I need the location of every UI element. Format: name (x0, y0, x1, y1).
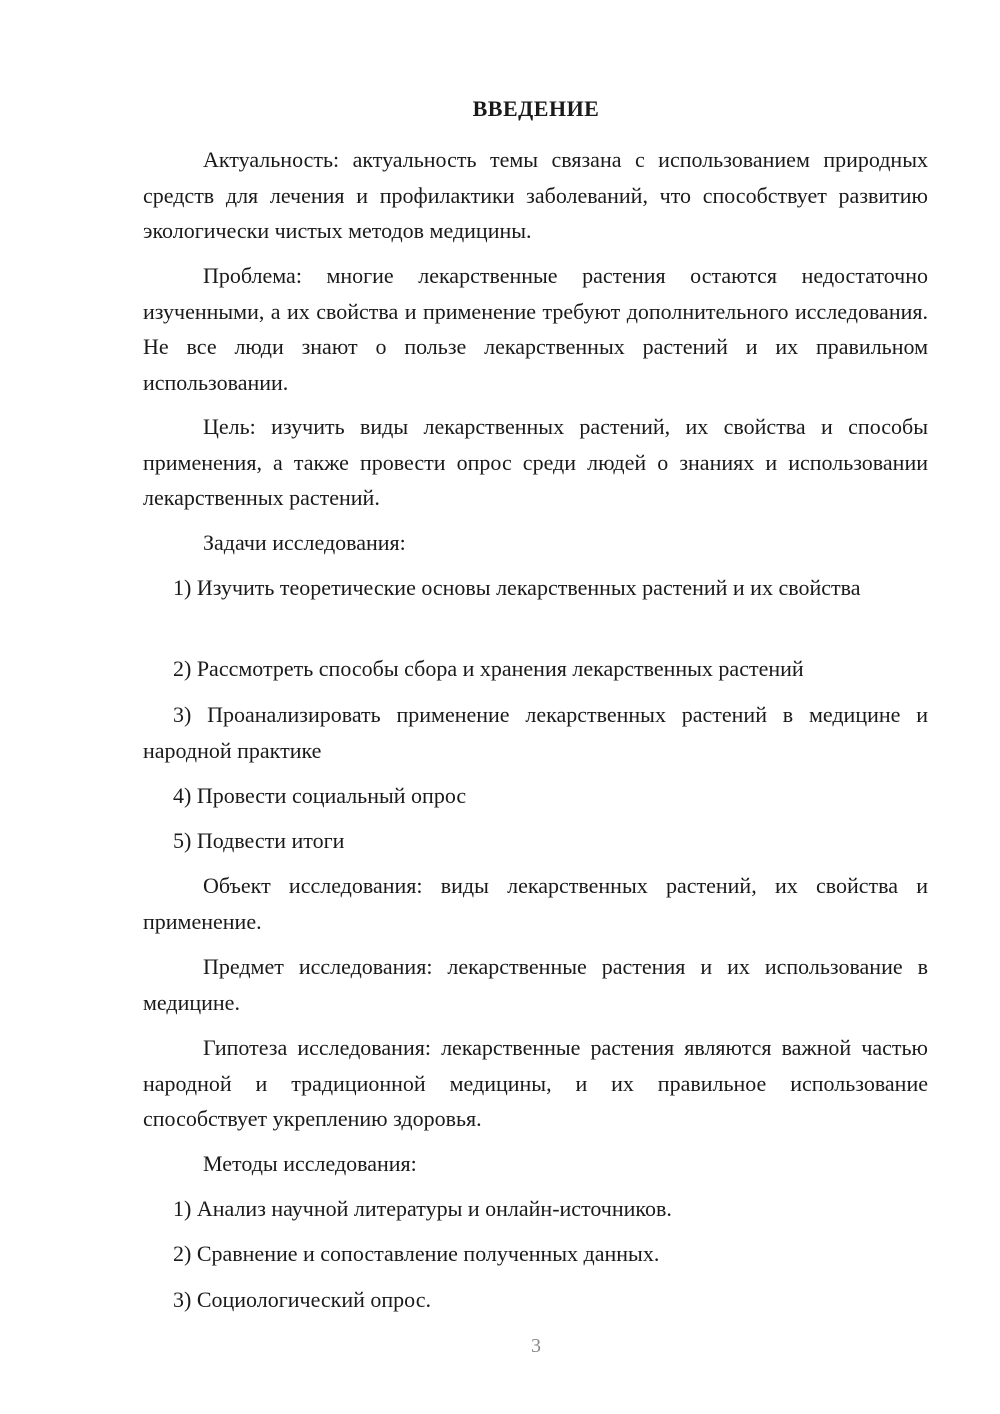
paragraph-tasks-heading: Задачи исследования: (203, 530, 406, 555)
paragraph-relevance: Актуальность: актуальность темы связана с использованием природных средств для лечения и профилактики заболеваний, что способствует развитию экологически чистых методов медицины. (143, 147, 928, 243)
paragraph-hypothesis: Гипотеза исследования: лекарственные растения являются важной частью народной и традиционной медицины, и их правильное использование способствует укреплению здоровья. (143, 1035, 928, 1131)
page-title: ВВЕДЕНИЕ (472, 96, 600, 121)
list-item-task-3: 3) Проанализировать применение лекарственных растений в медицине и народной практике (143, 702, 928, 763)
list-item-method-3: 3) Социологический опрос. (173, 1287, 431, 1312)
list-item-task-2: 2) Рассмотреть способы сбора и хранения лекарственных растений (173, 656, 804, 681)
list-item-task-5: 5) Подвести итоги (173, 828, 345, 853)
list-item-method-1: 1) Анализ научной литературы и онлайн-источников. (173, 1196, 672, 1221)
list-item-task-4: 4) Провести социальный опрос (173, 783, 467, 808)
paragraph-goal: Цель: изучить виды лекарственных растений, их свойства и способы применения, а также провести опрос среди людей о знаниях и использовании лекарственных растений. (143, 414, 928, 510)
list-item-method-2: 2) Сравнение и сопоставление полученных данных. (173, 1241, 660, 1266)
paragraph-subject: Предмет исследования: лекарственные растения и их использование в медицине. (143, 954, 928, 1015)
paragraph-object: Объект исследования: виды лекарственных растений, их свойства и применение. (143, 873, 928, 934)
paragraph-problem: Проблема: многие лекарственные растения остаются недостаточно изученными, а их свойства и применение требуют дополнительного исследования. Не все люди знают о пользе лекарственных растений и их правильном использовании. (143, 263, 928, 395)
page-number: 3 (531, 1335, 541, 1357)
list-item-task-1: 1) Изучить теоретические основы лекарственных растений и их свойства (173, 575, 861, 600)
paragraph-methods-heading: Методы исследования: (203, 1151, 417, 1176)
